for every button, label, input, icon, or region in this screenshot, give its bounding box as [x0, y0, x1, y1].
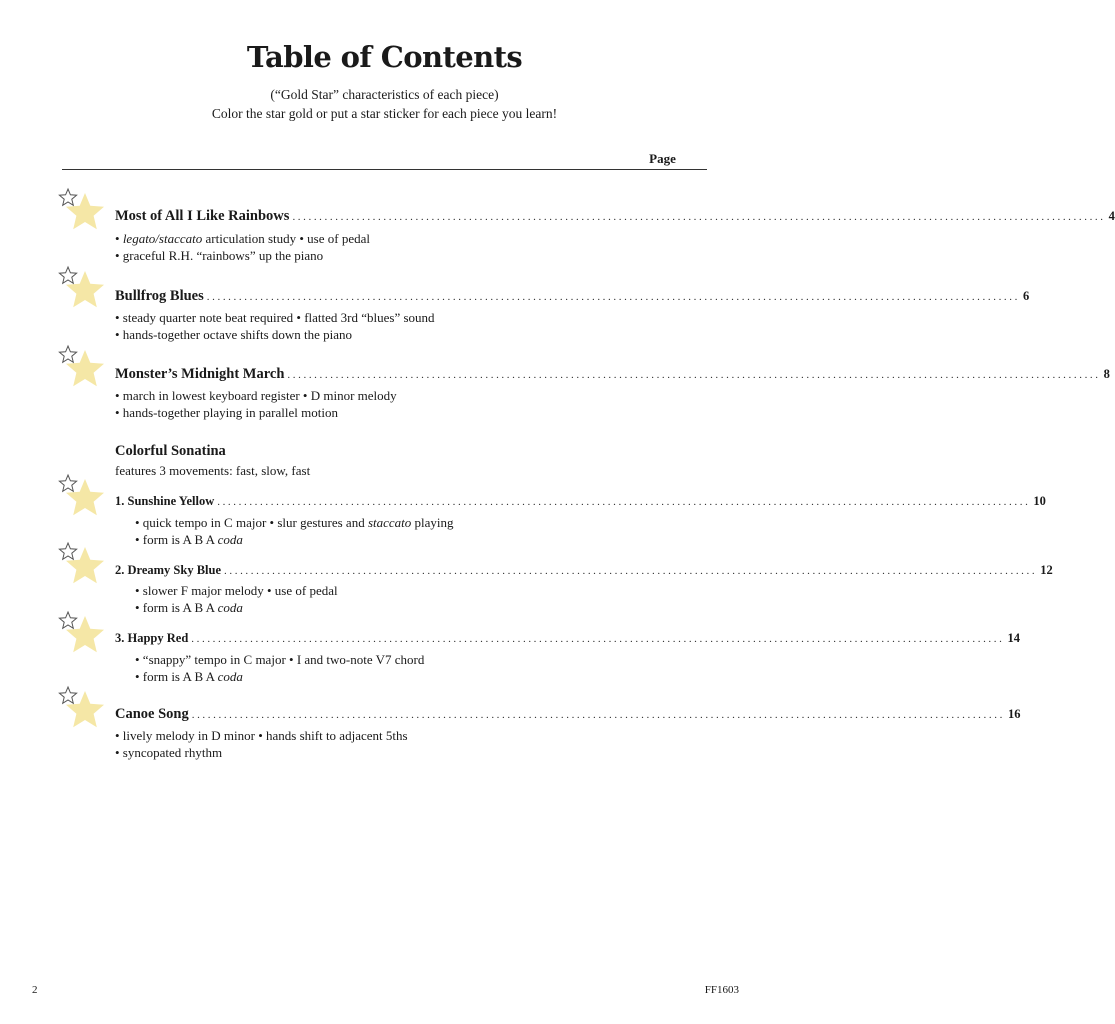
dot-leader: ........................................................................................................................................................: [217, 496, 1031, 508]
entry-description-line: • form is A B A coda: [135, 669, 243, 684]
entry-description-line: • slower F major melody • use of pedal: [135, 583, 338, 598]
star-icon[interactable]: [58, 345, 106, 389]
entry-description-line: • graceful R.H. “rainbows” up the piano: [115, 248, 324, 263]
italic-term: coda: [217, 669, 243, 684]
italic-term: coda: [217, 532, 243, 547]
entry-page-number: 6: [1022, 289, 1030, 303]
dot-leader: ........................................................................................................................................................: [287, 369, 1101, 381]
page-title: Table of Contents: [246, 40, 523, 74]
italic-term: legato/staccato: [122, 231, 203, 246]
page-column-label: Page: [649, 151, 676, 166]
star-icon[interactable]: [58, 611, 106, 655]
entry-title: 1. Sunshine Yellow: [115, 494, 215, 508]
toc-entry-dreamy-sky-blue: [115, 563, 1053, 578]
entry-title: 3. Happy Red: [115, 631, 189, 645]
star-icon[interactable]: [58, 542, 106, 586]
entry-page-number: 12: [1040, 563, 1053, 577]
star-icon[interactable]: [58, 266, 106, 310]
star-icon[interactable]: [58, 474, 106, 518]
entry-title: 2. Dreamy Sky Blue: [115, 563, 222, 577]
dot-leader: ........................................................................................................................................................: [206, 291, 1020, 303]
dot-leader: ........................................................................................................................................................: [224, 565, 1038, 577]
entry-description-line: • form is A B A coda: [135, 532, 243, 547]
subtitle-characteristics: (“Gold Star” characteristics of each piece): [270, 87, 499, 102]
entry-description-line: • march in lowest keyboard register • D minor melody: [115, 388, 397, 403]
italic-term: staccato: [367, 515, 412, 530]
entry-description-line: • legato/staccato articulation study • use of pedal: [115, 231, 370, 246]
entry-description-line: • quick tempo in C major • slur gestures and staccato playing: [135, 515, 454, 530]
italic-term: coda: [217, 600, 243, 615]
entry-description-line: • steady quarter note beat required • flatted 3rd “blues” sound: [115, 310, 435, 325]
entry-description-line: • hands-together octave shifts down the piano: [115, 327, 353, 342]
entry-description-line: • lively melody in D minor • hands shift to adjacent 5ths: [115, 728, 408, 743]
section-title-colorful-sonatina: Colorful Sonatina: [115, 443, 226, 459]
entry-title: Monster’s Midnight March: [115, 366, 285, 382]
subtitle-instructions: Color the star gold or put a star sticker for each piece you learn!: [211, 106, 558, 121]
entry-description-line: • syncopated rhythm: [115, 745, 223, 760]
entry-description-line: • form is A B A coda: [135, 600, 243, 615]
header-rule: [62, 169, 707, 170]
footer-catalog-code: FF1603: [704, 984, 739, 996]
star-icon[interactable]: [58, 686, 106, 730]
toc-entry-bullfrog-blues: [115, 288, 1030, 305]
dot-leader: ........................................................................................................................................................: [191, 709, 1005, 721]
toc-entry-canoe-song: [115, 706, 1021, 723]
entry-title: Bullfrog Blues: [115, 288, 204, 304]
section-note: features 3 movements: fast, slow, fast: [115, 463, 311, 478]
entry-page-number: 4: [1108, 209, 1115, 223]
entry-page-number: 16: [1007, 707, 1021, 721]
star-icon[interactable]: [58, 188, 106, 232]
toc-entry-happy-red: [115, 631, 1020, 646]
entry-page-number: 10: [1033, 494, 1046, 508]
dot-leader: ........................................................................................................................................................: [292, 211, 1106, 223]
footer-page-number: 2: [32, 984, 38, 996]
entry-title: Most of All I Like Rainbows: [115, 208, 290, 224]
toc-entry-monsters-midnight-march: [115, 366, 1110, 383]
entry-description-line: • “snappy” tempo in C major • I and two-note V7 chord: [135, 652, 425, 667]
entry-title: Canoe Song: [115, 706, 189, 722]
dot-leader: ........................................................................................................................................................: [191, 633, 1005, 645]
entry-description-line: • hands-together playing in parallel motion: [115, 405, 338, 420]
entry-page-number: 8: [1103, 367, 1110, 381]
toc-entry-sunshine-yellow: [115, 494, 1046, 509]
toc-entry-most-of-all-i-like-rainbows: [115, 208, 1115, 225]
entry-page-number: 14: [1007, 631, 1020, 645]
